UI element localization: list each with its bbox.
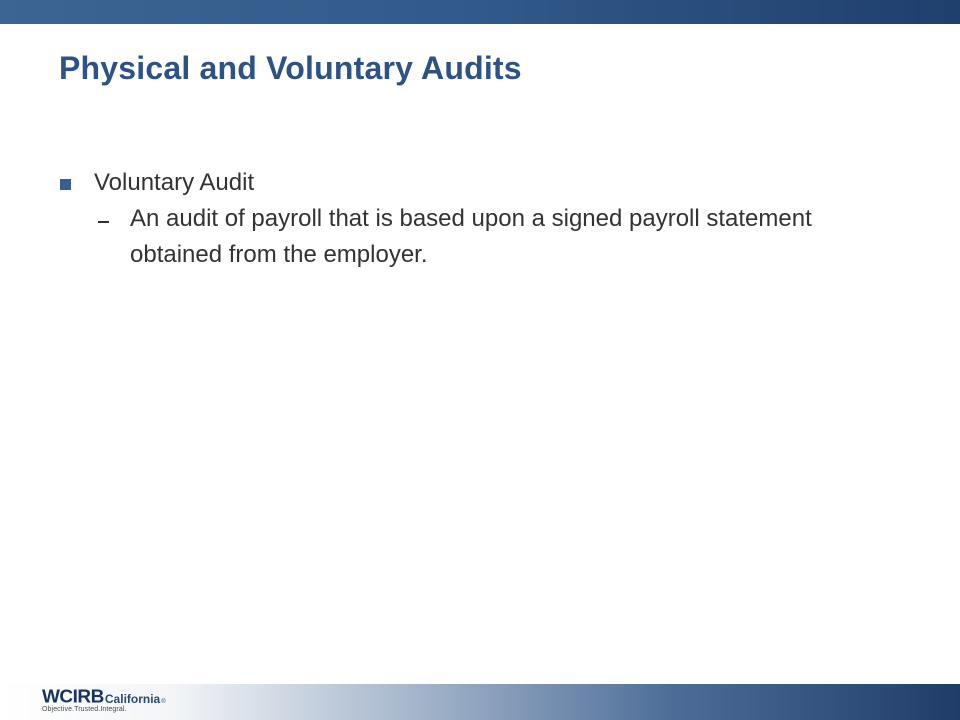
registered-mark: ® (161, 699, 166, 705)
wcirb-logo (42, 687, 166, 713)
bullet-item (60, 165, 920, 201)
sub-bullet-text: An audit of payroll that is based upon a signed payroll statement obtained from the employer. (130, 205, 812, 268)
top-banner-bar (0, 0, 960, 24)
logo-state: California (104, 692, 161, 706)
slide-title: Physical and Voluntary Audits (59, 50, 522, 86)
logo-wordmark: WCIRB (42, 687, 104, 708)
dash-bullet-icon (98, 221, 109, 223)
square-bullet-icon (60, 179, 71, 190)
logo-tagline: Objective.Trusted.Integral. (42, 706, 127, 713)
sub-bullet-item (98, 201, 920, 273)
slide-content (60, 165, 920, 273)
bullet-text: Voluntary Audit (94, 169, 255, 196)
